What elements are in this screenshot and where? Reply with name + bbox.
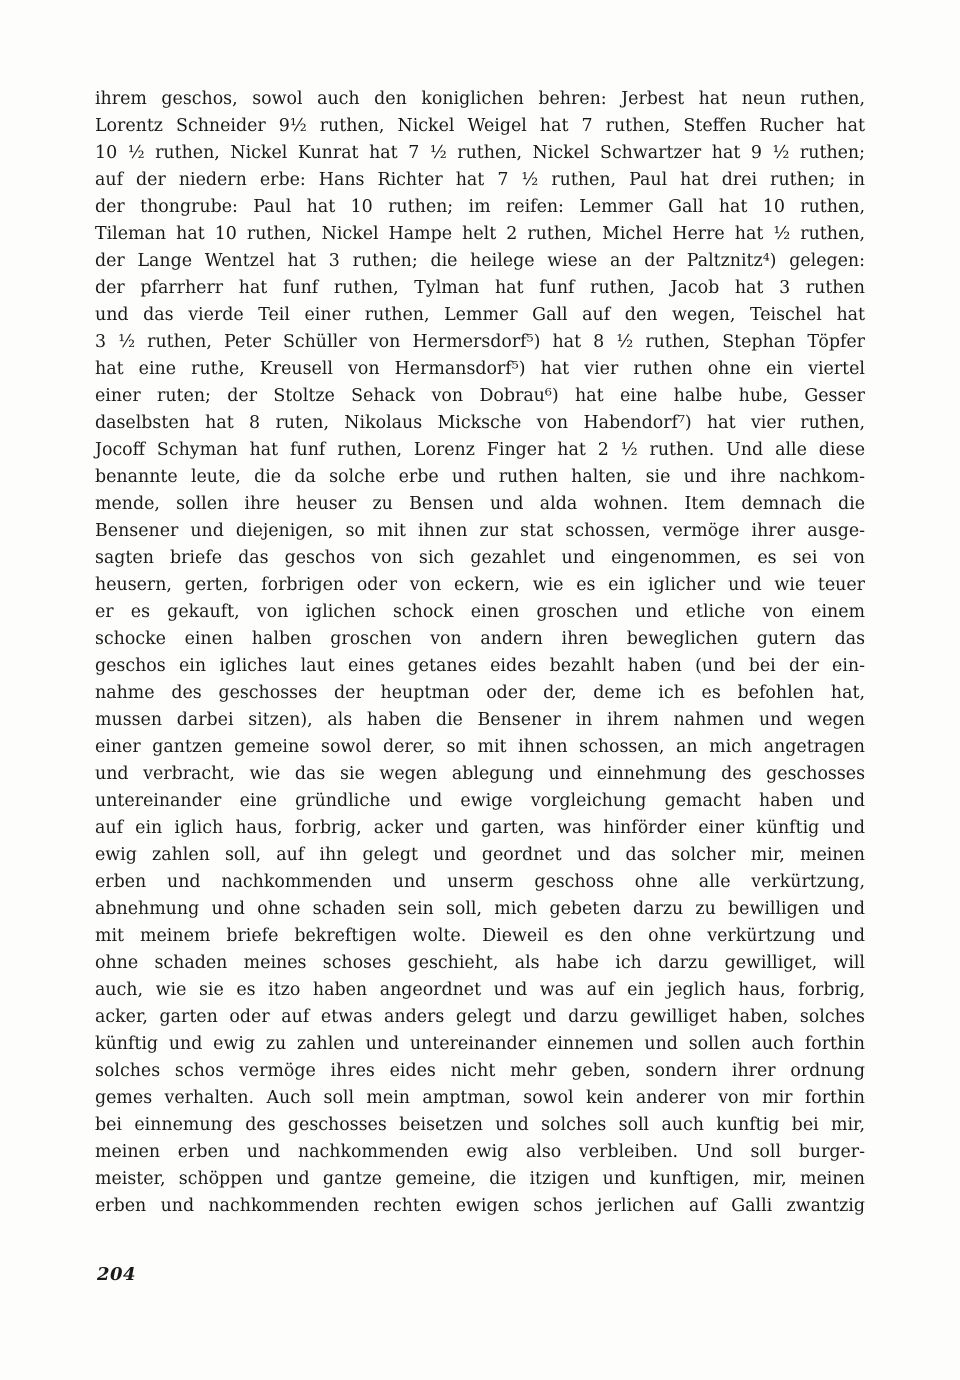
text-line: untereinander eine gründliche und ewige vorgleichung gemacht haben und [95,791,865,811]
text-line: abnehmung und ohne schaden sein soll, mich gebeten darzu zu bewilligen und [95,899,865,919]
text-line: der thongrube: Paul hat 10 ruthen; im reifen: Lemmer Gall hat 10 ruthen, [95,197,865,217]
text-line: 3 ½ ruthen, Peter Schüller von Hermersdorf⁵) hat 8 ½ ruthen, Stephan Töpfer [95,332,865,352]
text-line: mussen darbei sitzen), als haben die Bensener in ihrem nahmen und wegen [95,710,865,730]
text-line: 10 ½ ruthen, Nickel Kunrat hat 7 ½ ruthen, Nickel Schwartzer hat 9 ½ ruthen; [95,143,865,163]
text-line: daselbsten hat 8 ruten, Nikolaus Micksche von Habendorf⁷) hat vier ruthen, [95,413,865,433]
text-line: nahme des geschosses der heuptman oder der, deme ich es befohlen hat, [95,683,865,703]
text-line: er es gekauft, von iglichen schock einen groschen und etliche von einem [95,602,865,622]
text-line: ohne schaden meines schoses geschieht, als habe ich darzu gewilliget, will [95,953,865,973]
text-line: Lorentz Schneider 9½ ruthen, Nickel Weigel hat 7 ruthen, Steffen Rucher hat [95,116,865,136]
text-line: mit meinem briefe bekreftigen wolte. Dieweil es den ohne verkürtzung und [95,926,865,946]
text-line: geschos ein igliches laut eines getanes eides bezahlt haben (und bei der ein- [95,656,865,676]
text-line: ewig zahlen soll, auf ihn gelegt und geordnet und das solcher mir, meinen [95,845,865,865]
text-line: solches schos vermöge ihres eides nicht mehr geben, sondern ihrer ordnung [95,1061,865,1081]
text-line: bei einnemung des geschosses beisetzen und solches soll auch kunftig bei mir, [95,1115,865,1135]
text-line: erben und nachkommenden rechten ewigen schos jerlichen auf Galli zwantzig [95,1196,865,1216]
text-line: meinen erben und nachkommenden ewig also verbleiben. Und soll burger- [95,1142,865,1162]
page-number: 204 [97,1264,137,1285]
text-line: ihrem geschos, sowol auch den koniglichen behren: Jerbest hat neun ruthen, [95,89,865,109]
text-line: und verbracht, wie das sie wegen ablegung und einnehmung des geschosses [95,764,865,784]
text-line: Tileman hat 10 ruthen, Nickel Hampe helt 2 ruthen, Michel Herre hat ½ ruthen, [95,224,865,244]
text-line: der Lange Wentzel hat 3 ruthen; die heilege wiese an der Paltznitz⁴) gelegen: [95,251,865,271]
text-line: und das vierde Teil einer ruthen, Lemmer Gall auf den wegen, Teischel hat [95,305,865,325]
text-line: benannte leute, die da solche erbe und ruthen halten, sie und ihre nachkom- [95,467,865,487]
text-line: Bensener und diejenigen, so mit ihnen zur stat schossen, vermöge ihrer ausge- [95,521,865,541]
text-line: Jocoff Schyman hat funf ruthen, Lorenz Finger hat 2 ½ ruthen. Und alle diese [95,440,865,460]
text-line: der pfarrherr hat funf ruthen, Tylman hat funf ruthen, Jacob hat 3 ruthen [95,278,865,298]
text-line: einer ruten; der Stoltze Sehack von Dobrau⁶) hat eine halbe hube, Gesser [95,386,865,406]
text-line: hat eine ruthe, Kreusell von Hermansdorf⁵) hat vier ruthen ohne ein viertel [95,359,865,379]
text-line: acker, garten oder auf etwas anders gelegt und darzu gewilliget haben, solches [95,1007,865,1027]
text-line: gemes verhalten. Auch soll mein amptman, sowol kein anderer von mir forthin [95,1088,865,1108]
text-line: auch, wie sie es itzo haben angeordnet und was auf ein jeglich haus, forbrig, [95,980,865,1000]
text-line: mende, sollen ihre heuser zu Bensen und alda wohnen. Item demnach die [95,494,865,514]
text-line: erben und nachkommenden und unserm geschoss ohne alle verkürtzung, [95,872,865,892]
text-line: einer gantzen gemeine sowol derer, so mit ihnen schossen, an mich angetragen [95,737,865,757]
text-line: auf ein iglich haus, forbrig, acker und garten, was hinförder einer künftig und [95,818,865,838]
text-line: künftig und ewig zu zahlen und untereinander einnemen und sollen auch forthin [95,1034,865,1054]
body-text [95,86,865,1220]
text-line: auf der niedern erbe: Hans Richter hat 7 ½ ruthen, Paul hat drei ruthen; in [95,170,865,190]
text-line: schocke einen halben groschen von andern ihren beweglichen gutern das [95,629,865,649]
text-line: sagten briefe das geschos von sich gezahlet und eingenommen, es sei von [95,548,865,568]
text-line: meister, schöppen und gantze gemeine, die itzigen und kunftigen, mir, meinen [95,1169,865,1189]
text-line: heusern, gerten, forbrigen oder von eckern, wie es ein iglicher und wie teuer [95,575,865,595]
